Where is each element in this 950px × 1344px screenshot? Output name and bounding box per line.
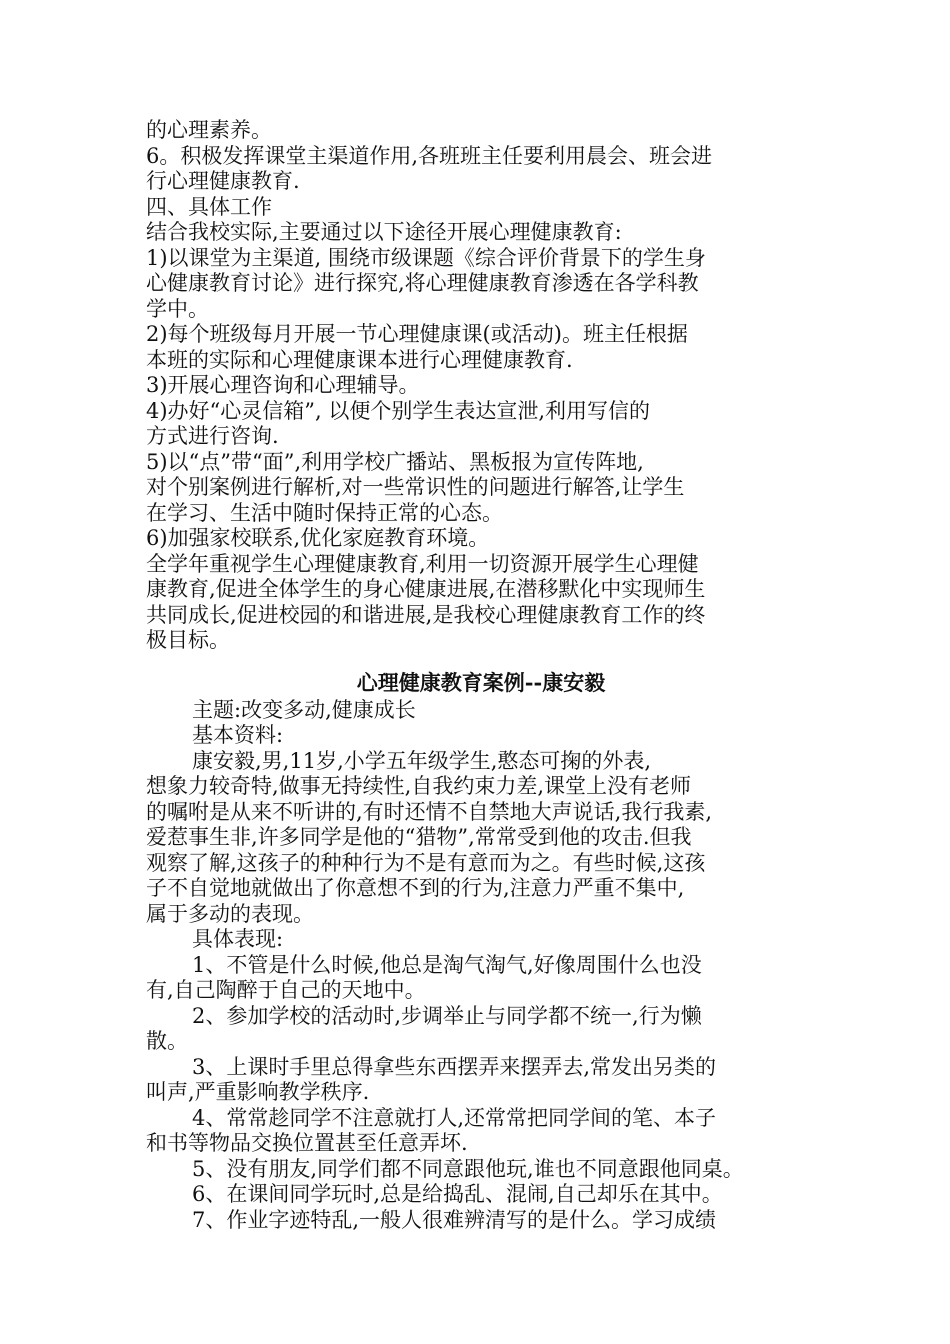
text-line: 爱惹事生非,许多同学是他的“猎物”,常常受到他的攻击.但我	[146, 825, 692, 849]
text-line: 5)以“点”带“面”,利用学校广播站、黑板报为宣传阵地,	[146, 449, 644, 474]
text-line: 康安毅,男,11岁,小学五年级学生,憨态可掬的外表,	[192, 748, 652, 773]
list-item: 1、不管是什么时候,他总是淘气淘气,好像周围什么也没	[192, 952, 702, 977]
text-line: 有,自己陶醉于自己的天地中。	[146, 978, 426, 1002]
text-line: 在学习、生活中随时保持正常的心态。	[146, 500, 503, 525]
text-line: 方式进行咨询.	[146, 424, 279, 448]
case-subheading: 具体表现:	[192, 927, 284, 951]
text-line: 学中。	[146, 296, 209, 321]
text-line: 想象力较奇特,做事无持续性,自我约束力差,课堂上没有老师	[146, 774, 692, 798]
text-line: 叫声,严重影响教学秩序.	[146, 1080, 370, 1104]
text-line: 对个别案例进行解析,对一些常识性的问题进行解答,让学生	[146, 475, 685, 499]
case-theme: 主题:改变多动,健康成长	[192, 697, 416, 722]
text-line: 2)每个班级每月开展一节心理健康课(或活动)。班主任根据	[146, 322, 688, 346]
text-line: 属于多动的表现。	[146, 901, 314, 926]
text-line: 心健康教育讨论》进行探究,将心理健康教育渗透在各学科教	[146, 271, 699, 295]
section-heading: 四、具体工作	[146, 194, 272, 219]
text-line: 共同成长,促进校园的和谐进展,是我校心理健康教育工作的终	[146, 602, 706, 627]
case-study-section	[146, 670, 816, 1233]
text-line: 和书等物品交换位置甚至任意弄坏.	[146, 1131, 468, 1155]
text-line: 6)加强家校联系,优化家庭教育环境。	[146, 526, 490, 550]
list-item: 6、在课间同学玩时,总是给捣乱、混闹,自己却乐在其中。	[192, 1182, 723, 1206]
text-line: 结合我校实际,主要通过以下途径开展心理健康教育:	[146, 220, 622, 244]
text-line: 4)办好“心灵信箱”, 以便个别学生表达宣泄,利用写信的	[146, 398, 651, 423]
list-item: 2、参加学校的活动时,步调举止与同学都不统一,行为懒	[192, 1003, 702, 1028]
text-line: 的心理素养。	[146, 118, 272, 142]
text-line: 康教育,促进全体学生的身心健康进展,在潜移默化中实现师生	[146, 577, 706, 601]
text-line: 全学年重视学生心理健康教育,利用一切资源开展学生心理健	[146, 551, 699, 576]
text-line: 6。积极发挥课堂主渠道作用,各班班主任要利用晨会、班会进	[146, 143, 713, 168]
text-line: 散。	[146, 1029, 188, 1053]
text-line: 本班的实际和心理健康课本进行心理健康教育.	[146, 347, 573, 372]
case-subheading: 基本资料:	[192, 723, 284, 747]
list-item: 3、上课时手里总得拿些东西摆弄来摆弄去,常发出另类的	[192, 1054, 717, 1079]
text-line: 1)以课堂为主渠道, 围绕市级课题《综合评价背景下的学生身	[146, 245, 706, 270]
work-plan-section	[146, 118, 816, 654]
list-item: 5、没有朋友,同学们都不同意跟他玩,谁也不同意跟他同桌。	[192, 1156, 744, 1181]
text-line: 行心理健康教育.	[146, 169, 300, 193]
case-title: 心理健康教育案例--康安毅	[356, 670, 606, 695]
list-item: 4、常常趁同学不注意就打人,还常常把同学间的笔、本子	[192, 1105, 717, 1130]
text-line: 极目标。	[146, 628, 230, 652]
text-line: 的嘱咐是从来不听讲的,有时还情不自禁地大声说话,我行我素,	[146, 799, 713, 824]
list-item: 7、作业字迹特乱,一般人很难辨清写的是什么。学习成绩	[192, 1207, 717, 1232]
text-line: 3)开展心理咨询和心理辅导。	[146, 373, 420, 397]
text-line: 子不自觉地就做出了你意想不到的行为,注意力严重不集中,	[146, 876, 685, 900]
text-line: 观察了解,这孩子的种种行为不是有意而为之。有些时候,这孩	[146, 850, 706, 875]
